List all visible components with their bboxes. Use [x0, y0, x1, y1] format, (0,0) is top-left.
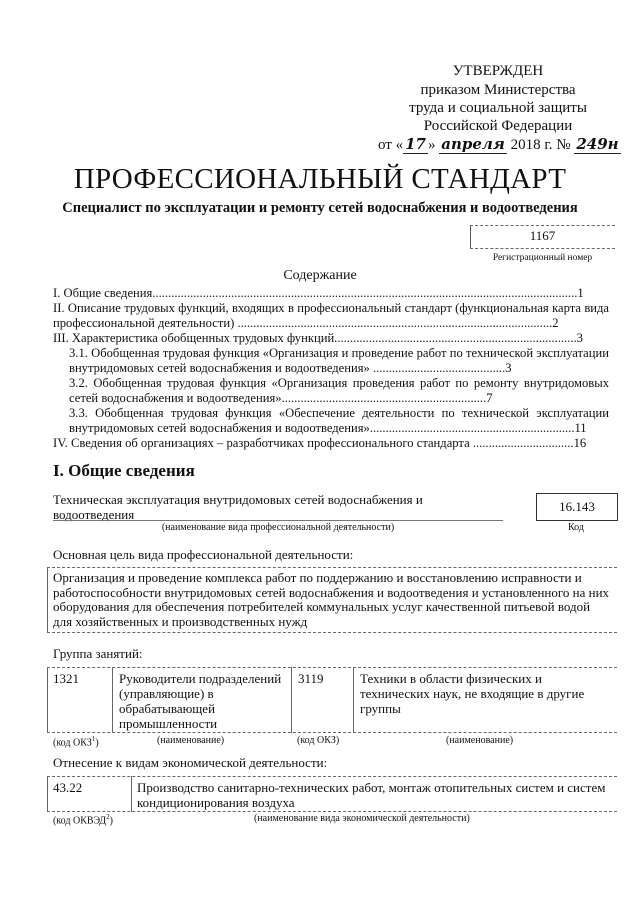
toc-heading: Содержание — [283, 268, 357, 283]
econ-label: Отнесение к видам экономической деятельности: — [53, 755, 328, 770]
approval-line-4: Российской Федерации — [423, 118, 573, 134]
okved-caption-close: ) — [109, 815, 113, 827]
approval-line-2: приказом Министерства — [420, 82, 576, 98]
name-caption-1: (наименование) — [157, 735, 225, 746]
toc-item-1[interactable]: I. Общие сведения.......................................................................................................................................1 — [53, 286, 584, 300]
goal-box — [47, 567, 617, 633]
okz-caption — [53, 735, 99, 748]
toc-item-3-2[interactable]: 3.2. Обобщенная трудовая функция «Организация проведения работ по ремонту внутридомовых сетей водоснабжения и водоотведения».................................................................7 — [69, 376, 609, 405]
activity-code-box: 16.143 — [536, 493, 618, 521]
goal-text: Организация и проведение комплекса работ по поддержанию и восстановлению исправности и работоспособности внутридомовых сетей водоснабжения и водоотведения и установленного на них оборудования для обеспечения потребителей коммунальных услуг качественной питьевой водой для хозяйственных и производственных нужд — [53, 570, 610, 629]
order-number: 249н — [576, 135, 619, 153]
toc-item-3[interactable]: III. Характеристика обобщенных трудовых функций.............................................................................3 — [53, 331, 583, 345]
toc-item-4[interactable]: IV. Сведения об организациях – разработчиках профессионального стандарта ................................16 — [53, 436, 587, 450]
registration-label: Регистрационный номер — [492, 253, 593, 263]
activity-caption: (наименование вида профессиональной деятельности) — [161, 522, 395, 533]
page-title: ПРОФЕССИОНАЛЬНЫЙ СТАНДАРТ — [73, 163, 567, 195]
toc-item-2[interactable]: II. Описание трудовых функций, входящих в профессиональный стандарт (функциональная карта вида профессиональной деятельности) ....................................................................................................2 — [53, 301, 609, 330]
toc-item-3-3[interactable]: 3.3. Обобщенная трудовая функция «Обеспечение деятельности по технической эксплуатации внутридомовых сетей водоснабжения и водоотведения».................................................................11 — [69, 406, 609, 435]
occupation-group-table — [47, 667, 617, 733]
footnote-1: 1 — [91, 735, 96, 743]
date-year: 2018 г. № — [510, 137, 571, 153]
group-code-1: 1321 — [53, 671, 79, 686]
okz-caption-2: (код ОКЗ) — [297, 735, 340, 746]
okved-caption-text: (код ОКВЭД — [53, 815, 107, 827]
section-heading: I. Общие сведения — [53, 461, 195, 480]
name-caption-2: (наименование) — [446, 735, 514, 746]
approval-line-1: УТВЕРЖДЕН — [452, 63, 544, 79]
okved-name: Производство санитарно-технических работ, монтаж отопительных систем и систем кондиционирования воздуха — [137, 780, 606, 810]
approval-line-3: труда и социальной защиты — [409, 100, 587, 116]
date-mid: » — [427, 137, 436, 153]
table-of-contents — [53, 286, 609, 453]
okved-name-caption: (наименование вида экономической деятельности) — [254, 813, 470, 824]
okved-table — [47, 776, 617, 812]
page-subtitle: Специалист по эксплуатации и ремонту сетей водоснабжения и водоотведения — [62, 200, 578, 216]
date-day: 17 — [405, 135, 426, 153]
okz-caption-text: (код ОКЗ — [53, 737, 92, 749]
group-name-2: Техники в области физических и технических наук, не входящие в другие группы — [360, 671, 585, 716]
date-prefix: от « — [378, 137, 404, 153]
group-label: Группа занятий: — [53, 646, 143, 661]
goal-label: Основная цель вида профессиональной деятельности: — [53, 547, 354, 562]
group-name-1: Руководители подразделений (управляющие) в обрабатывающей промышленности — [119, 671, 282, 731]
activity-name: Техническая эксплуатация внутридомовых сетей водоснабжения и водоотведения — [53, 492, 423, 522]
okved-caption — [53, 813, 113, 826]
date-month: апреля — [441, 135, 505, 153]
okved-code: 43.22 — [53, 780, 83, 795]
activity-underline — [53, 520, 503, 521]
code-label: Код — [568, 522, 584, 533]
registration-box — [470, 225, 615, 249]
approval-date-line — [378, 135, 618, 154]
footnote-2: 2 — [106, 813, 110, 821]
okz-caption-close: ) — [95, 737, 99, 749]
toc-item-3-1[interactable]: 3.1. Обобщенная трудовая функция «Организация и проведение работ по технической эксплуатации внутридомовых сетей водоснабжения и водоотведения» ..........................................3 — [69, 346, 609, 375]
group-code-2: 3119 — [298, 671, 324, 686]
registration-number: 1167 — [529, 228, 556, 243]
